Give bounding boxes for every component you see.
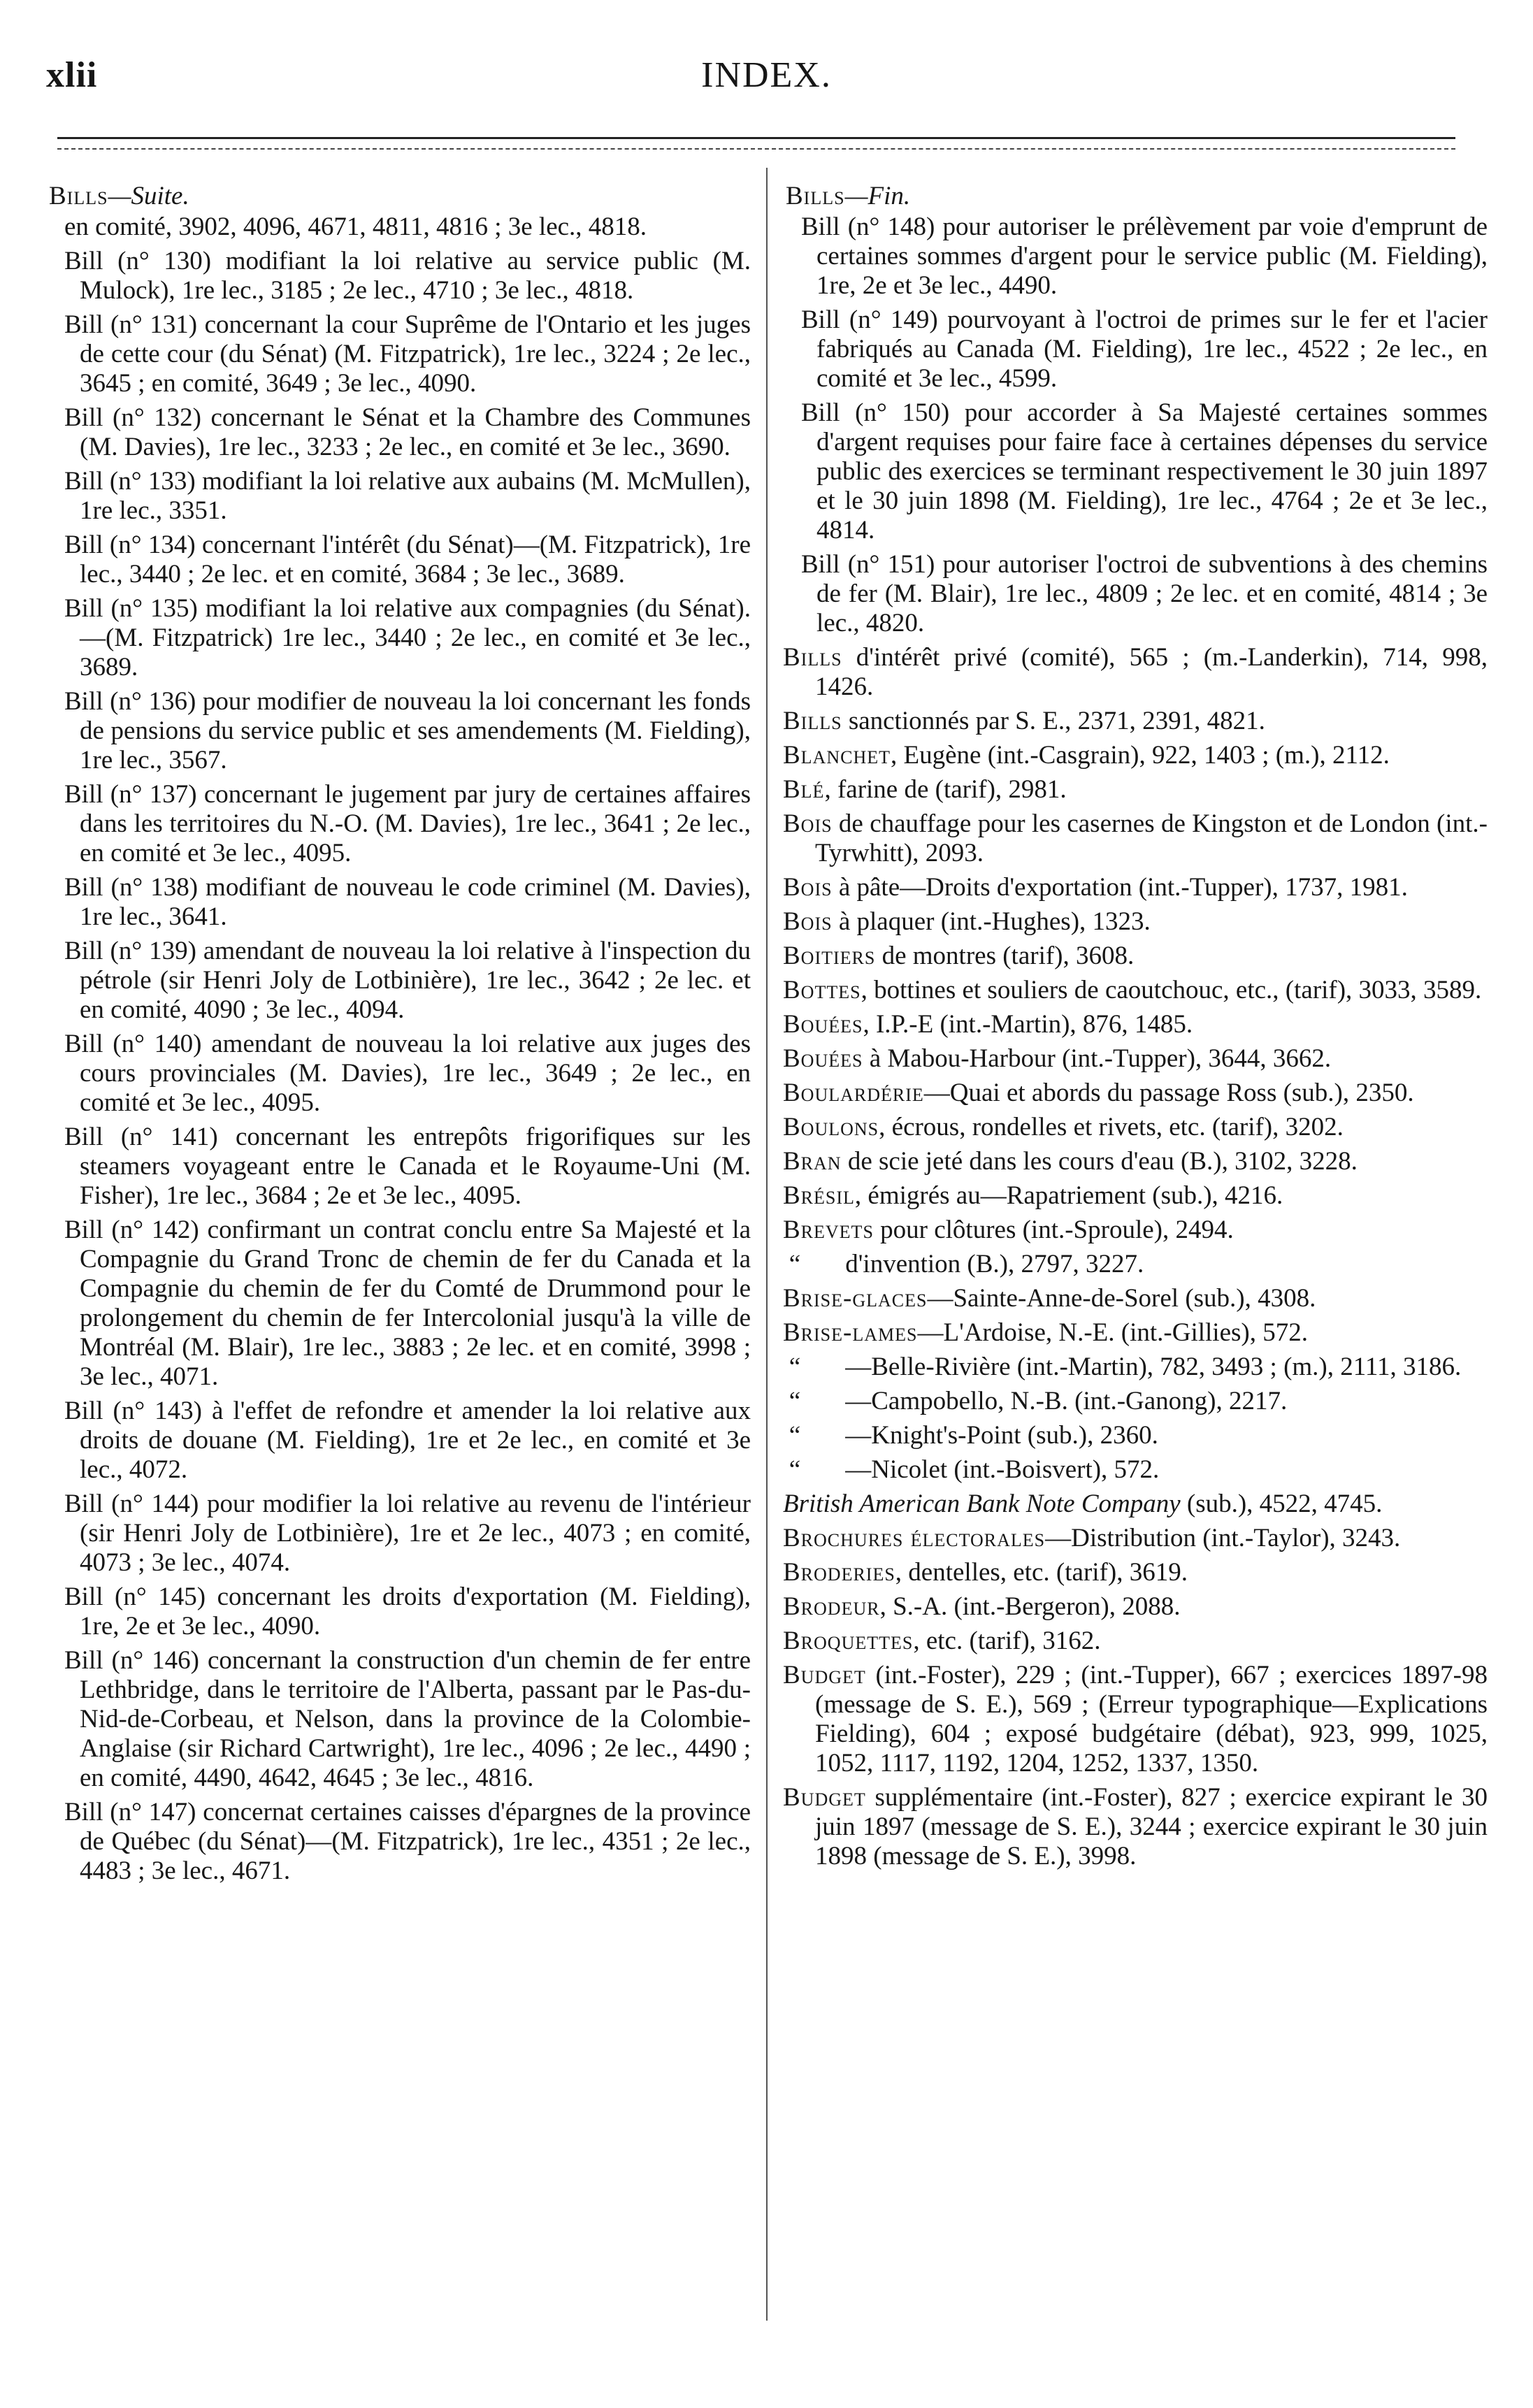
ditto-mark: “ bbox=[789, 1421, 801, 1450]
entry-head-word: Brochures électorales bbox=[783, 1524, 1046, 1552]
entry-head-word: Blanchet bbox=[783, 741, 891, 770]
index-entry bbox=[782, 707, 1488, 736]
index-entry bbox=[45, 1490, 751, 1578]
index-entry bbox=[782, 305, 1488, 394]
entry-text: Bill (n° 149) pourvoyant à l'octroi de primes sur le fer et l'acier fabriqués au Canada (M. Fielding), 1re lec., 4522 ; 2e lec., en comité et 3e lec., 4599. bbox=[801, 305, 1488, 393]
index-entry bbox=[45, 1798, 751, 1886]
section-heading bbox=[782, 182, 1488, 211]
entry-text: Bill (n° 138) modifiant de nouveau le code criminel (M. Davies), 1re lec., 3641. bbox=[64, 873, 751, 931]
entry-text: Bill (n° 150) pour accorder à Sa Majesté certaines sommes d'argent requises pour faire face à certaines dépenses du service public des exercices se terminant respectivement le 30 juin 1897 et le 30 juin 1898 (M. Fielding), 1re lec., 4764 ; 2e et 3e lec., 4814. bbox=[801, 398, 1488, 545]
entry-text: —Belle-Rivière (int.-Martin), 782, 3493 ; (m.), 2111, 3186. bbox=[839, 1353, 1462, 1381]
index-entry bbox=[782, 942, 1488, 971]
index-entry bbox=[782, 212, 1488, 301]
entry-text: à plaquer (int.-Hughes), 1323. bbox=[832, 907, 1151, 936]
index-entry bbox=[45, 1646, 751, 1793]
entry-text: d'invention (B.), 2797, 3227. bbox=[839, 1250, 1144, 1278]
section-head-word: Bills bbox=[49, 182, 108, 210]
index-entry bbox=[782, 1353, 1488, 1382]
entry-text: Bill (n° 136) pour modifier de nouveau la loi concernant les fonds de pensions du service public et ses amendements (M. Fielding), 1re lec., 3567. bbox=[64, 687, 751, 774]
entry-text: Bill (n° 147) concernat certaines caisses d'épargnes de la province de Québec (du Sénat)—(M. Fitzpatrick), 1re lec., 4351 ; 2e lec., 4483 ; 3e lec., 4671. bbox=[64, 1798, 751, 1885]
left-column bbox=[45, 182, 751, 1891]
header-rule-dashed bbox=[57, 148, 1455, 150]
entry-text: Bill (n° 139) amendant de nouveau la loi relative à l'inspection du pétrole (sir Henri Joly de Lotbinière), 1re lec., 3642 ; 2e lec. et en comité, 4090 ; 3e lec., 4094. bbox=[64, 937, 751, 1024]
section-head-word: Bills bbox=[786, 182, 845, 210]
index-entry bbox=[45, 873, 751, 932]
right-column bbox=[782, 182, 1488, 1876]
index-entry bbox=[782, 1558, 1488, 1587]
entry-head-word: Budget bbox=[783, 1661, 866, 1689]
index-entry bbox=[782, 1079, 1488, 1108]
entry-text: pour clôtures (int.-Sproule), 2494. bbox=[873, 1216, 1234, 1244]
entry-head-word: Bouées bbox=[783, 1044, 863, 1073]
entry-text: sanctionnés par S. E., 2371, 2391, 4821. bbox=[842, 707, 1265, 735]
running-title: INDEX. bbox=[701, 55, 832, 95]
index-entry bbox=[782, 1010, 1488, 1039]
entry-text: de chauffage pour les casernes de Kingston et de London (int.-Tyrwhitt), 2093. bbox=[815, 809, 1488, 867]
entry-head-word: Boulons bbox=[783, 1113, 879, 1141]
entry-text: de montres (tarif), 3608. bbox=[875, 942, 1135, 970]
index-entry bbox=[45, 531, 751, 589]
entry-text: Bill (n° 143) à l'effet de refondre et amender la loi relative aux droits de douane (M. Fielding), 1re et 2e lec., en comité et 3e lec., 4072. bbox=[64, 1397, 751, 1484]
index-entry bbox=[45, 1030, 751, 1118]
entry-text: Bill (n° 132) concernant le Sénat et la Chambre des Communes (M. Davies), 1re lec., 3233 ; 2e lec., en comité et 3e lec., 3690. bbox=[64, 403, 751, 461]
index-entry bbox=[782, 1147, 1488, 1176]
index-entry bbox=[782, 1455, 1488, 1485]
entry-head-word: Brésil bbox=[783, 1181, 855, 1210]
header-rule bbox=[57, 137, 1455, 139]
index-entry bbox=[782, 1216, 1488, 1245]
index-entry bbox=[782, 741, 1488, 770]
entry-head-word: Blé bbox=[783, 775, 825, 804]
index-entry bbox=[782, 873, 1488, 902]
index-entry bbox=[782, 1113, 1488, 1142]
index-entry bbox=[45, 1397, 751, 1485]
entry-text: —Quai et abords du passage Ross (sub.), 2350. bbox=[923, 1079, 1414, 1107]
right-main-entry-list bbox=[782, 643, 1488, 1871]
entry-text: Bill (n° 145) concernant les droits d'exportation (M. Fielding), 1re, 2e et 3e lec., 4090. bbox=[64, 1582, 751, 1641]
entry-text: , farine de (tarif), 2981. bbox=[824, 775, 1067, 804]
entry-head-word: Bran bbox=[783, 1147, 842, 1176]
entry-text: Bill (n° 148) pour autoriser le prélèvement par voie d'emprunt de certaines sommes d'argent pour le service public (M. Fielding), 1re, 2e et 3e lec., 4490. bbox=[801, 212, 1488, 300]
entry-text: —Campobello, N.-B. (int.-Ganong), 2217. bbox=[839, 1387, 1288, 1415]
entry-text: Bill (n° 146) concernant la construction d'un chemin de fer entre Lethbridge, dans le territoire de l'Alberta, passant par le Pas-du-Nid-de-Corbeau, et Nelson, dans la province de la Colombie-Anglaise (sir Richard Cartwright), 1re lec., 4096 ; 2e lec., 4490 ; en comité, 4490, 4642, 4645 ; 3e lec., 4816. bbox=[64, 1646, 751, 1792]
entry-text: en comité, 3902, 4096, 4671, 4811, 4816 ; 3e lec., 4818. bbox=[64, 212, 647, 241]
entry-head-word: Brevets bbox=[783, 1216, 874, 1244]
entry-head-word: Brodeur bbox=[783, 1592, 880, 1621]
entry-head-word: Brise-lames bbox=[783, 1318, 918, 1347]
entry-text: Bill (n° 140) amendant de nouveau la loi relative aux juges des cours provinciales (M. Davies), 1re lec., 3649 ; 2e lec., en comité et 3e lec., 4095. bbox=[64, 1030, 751, 1117]
index-entry bbox=[782, 1627, 1488, 1656]
index-entry bbox=[782, 1318, 1488, 1348]
index-entry bbox=[782, 1592, 1488, 1622]
entry-text: —Knight's-Point (sub.), 2360. bbox=[839, 1421, 1158, 1450]
entry-text: Bill (n° 131) concernant la cour Suprême de l'Ontario et les juges de cette cour (du Sénat) (M. Fitzpatrick), 1re lec., 3224 ; 2e lec., 3645 ; en comité, 3649 ; 3e lec., 4090. bbox=[64, 310, 751, 398]
entry-head-word: Bills bbox=[783, 707, 842, 735]
entry-text: Bill (n° 142) confirmant un contrat conclu entre Sa Majesté et la Compagnie du Grand Tronc de chemin de fer du Canada et la Compagnie du chemin de fer du Comté de Drummond pour le prolongement du chemin de fer Intercolonial jusqu'à la ville de Montréal (M. Blair), 1re lec., 3883 ; 2e lec. et en comité, 3998 ; 3e lec., 4071. bbox=[64, 1216, 751, 1391]
section-heading bbox=[45, 182, 751, 211]
index-entry bbox=[782, 907, 1488, 937]
entry-text: (sub.), 4522, 4745. bbox=[1180, 1490, 1383, 1518]
entry-text: Bill (n° 135) modifiant la loi relative aux compagnies (du Sénat).—(M. Fitzpatrick) 1re lec., 3440 ; 2e lec., en comité et 3e lec., 3689. bbox=[64, 594, 751, 682]
entry-head-word: Boitiers bbox=[783, 942, 876, 970]
entry-text: , émigrés au—Rapatriement (sub.), 4216. bbox=[854, 1181, 1283, 1210]
entry-head-word: Boulardérie bbox=[783, 1079, 924, 1107]
entry-text: Bill (n° 141) concernant les entrepôts frigorifiques sur les steamers voyageant entre le Canada et le Royaume-Uni (M. Fisher), 1re lec., 3684 ; 2e et 3e lec., 4095. bbox=[64, 1123, 751, 1210]
index-entry bbox=[45, 937, 751, 1025]
entry-text: (int.-Foster), 229 ; (int.-Tupper), 667 ; exercices 1897-98 (message de S. E.), 569 ; (Erreur typographique—Explications Fielding), 604 ; exposé budgétaire (débat), 923, 999, 1025, 1052, 1117, 1192, 1204, 1252, 1337, 1350. bbox=[815, 1661, 1488, 1778]
entry-text: —L'Ardoise, N.-E. (int.-Gillies), 572. bbox=[917, 1318, 1308, 1347]
entry-text: , bottines et souliers de caoutchouc, etc., (tarif), 3033, 3589. bbox=[861, 976, 1482, 1004]
entry-text: , Eugène (int.-Casgrain), 922, 1403 ; (m.), 2112. bbox=[891, 741, 1390, 770]
index-entry bbox=[45, 247, 751, 305]
entry-head-word: Bouées bbox=[783, 1010, 863, 1039]
index-entry bbox=[782, 398, 1488, 545]
entry-text: à Mabou-Harbour (int.-Tupper), 3644, 3662. bbox=[863, 1044, 1332, 1073]
ditto-mark: “ bbox=[789, 1387, 801, 1415]
entry-text: Bill (n° 144) pour modifier la loi relative au revenu de l'intérieur (sir Henri Joly de Lotbinière), 1re et 2e lec., 4073 ; en comité, 4073 ; 3e lec., 4074. bbox=[64, 1490, 751, 1577]
entry-text: , etc. (tarif), 3162. bbox=[913, 1627, 1101, 1655]
entry-text: , dentelles, etc. (tarif), 3619. bbox=[895, 1558, 1188, 1587]
entry-head-word: Bottes bbox=[783, 976, 861, 1004]
entry-text: , S.-A. (int.-Bergeron), 2088. bbox=[879, 1592, 1181, 1621]
index-entry bbox=[45, 403, 751, 462]
entry-head-word: Budget bbox=[783, 1783, 866, 1812]
right-sub-entry-list bbox=[782, 212, 1488, 638]
entry-text: à pâte—Droits d'exportation (int.-Tupper), 1737, 1981. bbox=[832, 873, 1408, 902]
entry-head-word: Bills bbox=[783, 643, 842, 672]
entry-text: , I.P.-E (int.-Martin), 876, 1485. bbox=[863, 1010, 1193, 1039]
index-entry bbox=[782, 976, 1488, 1005]
entry-head-word: Brise-glaces bbox=[783, 1284, 928, 1313]
index-entry bbox=[782, 809, 1488, 868]
index-entry bbox=[45, 594, 751, 682]
entry-text: Bill (n° 134) concernant l'intérêt (du Sénat)—(M. Fitzpatrick), 1re lec., 3440 ; 2e lec. et en comité, 3684 ; 3e lec., 3689. bbox=[64, 531, 751, 589]
index-entry bbox=[45, 212, 751, 242]
index-entry bbox=[45, 687, 751, 775]
entry-text: , écrous, rondelles et rivets, etc. (tarif), 3202. bbox=[879, 1113, 1344, 1141]
entry-text: Bill (n° 130) modifiant la loi relative au service public (M. Mulock), 1re lec., 3185 ; 2e lec., 4710 ; 3e lec., 4818. bbox=[64, 247, 751, 305]
entry-text: —Distribution (int.-Taylor), 3243. bbox=[1045, 1524, 1401, 1552]
entry-head-word: Broquettes bbox=[783, 1627, 914, 1655]
ditto-mark: “ bbox=[789, 1455, 801, 1484]
entry-text: Bill (n° 151) pour autoriser l'octroi de subventions à des chemins de fer (M. Blair), 1re lec., 4809 ; 2e lec. et en comité, 4814 ; 3e lec., 4820. bbox=[801, 550, 1488, 637]
index-entry bbox=[782, 643, 1488, 702]
index-entry bbox=[45, 780, 751, 868]
entry-text: de scie jeté dans les cours d'eau (B.), 3102, 3228. bbox=[841, 1147, 1358, 1176]
page-number: xlii bbox=[46, 55, 98, 95]
index-entry bbox=[782, 1284, 1488, 1313]
entry-head-word: Bois bbox=[783, 809, 833, 838]
entry-head-word: Bois bbox=[783, 907, 833, 936]
entry-italic-title: British American Bank Note Company bbox=[783, 1490, 1181, 1518]
index-entry bbox=[782, 1387, 1488, 1416]
index-entry bbox=[782, 1661, 1488, 1778]
entry-head-word: Broderies bbox=[783, 1558, 895, 1587]
index-entry bbox=[782, 550, 1488, 638]
left-entry-list bbox=[45, 212, 751, 1886]
index-entry bbox=[45, 310, 751, 398]
entry-text: —Sainte-Anne-de-Sorel (sub.), 4308. bbox=[927, 1284, 1316, 1313]
column-divider bbox=[766, 168, 768, 2321]
index-entry bbox=[45, 1123, 751, 1211]
index-entry bbox=[45, 467, 751, 526]
entry-text: Bill (n° 137) concernant le jugement par jury de certaines affaires dans les territoires du N.-O. (M. Davies), 1re lec., 3641 ; 2e lec., en comité et 3e lec., 4095. bbox=[64, 780, 751, 867]
entry-text: d'intérêt privé (comité), 565 ; (m.-Landerkin), 714, 998, 1426. bbox=[815, 643, 1488, 701]
ditto-mark: “ bbox=[789, 1250, 801, 1278]
index-entry bbox=[782, 775, 1488, 805]
index-entry bbox=[782, 1490, 1488, 1519]
entry-text: Bill (n° 133) modifiant la loi relative aux aubains (M. McMullen), 1re lec., 3351. bbox=[64, 467, 751, 525]
ditto-mark: “ bbox=[789, 1353, 801, 1381]
section-head-suffix: —Suite. bbox=[108, 182, 189, 210]
index-entry bbox=[45, 1582, 751, 1641]
entry-text: —Nicolet (int.-Boisvert), 572. bbox=[839, 1455, 1160, 1484]
index-entry bbox=[782, 1783, 1488, 1871]
index-entry bbox=[782, 1181, 1488, 1211]
entry-head-word: Bois bbox=[783, 873, 833, 902]
entry-text: supplémentaire (int.-Foster), 827 ; exercice expirant le 30 juin 1897 (message de S. E.), 3244 ; exercice expirant le 30 juin 1898 (message de S. E.), 3998. bbox=[815, 1783, 1488, 1870]
index-entry bbox=[782, 1524, 1488, 1553]
index-entry bbox=[782, 1421, 1488, 1450]
index-entry bbox=[782, 1044, 1488, 1074]
section-head-suffix: —Fin. bbox=[844, 182, 911, 210]
index-entry bbox=[45, 1216, 751, 1392]
index-entry bbox=[782, 1250, 1488, 1279]
